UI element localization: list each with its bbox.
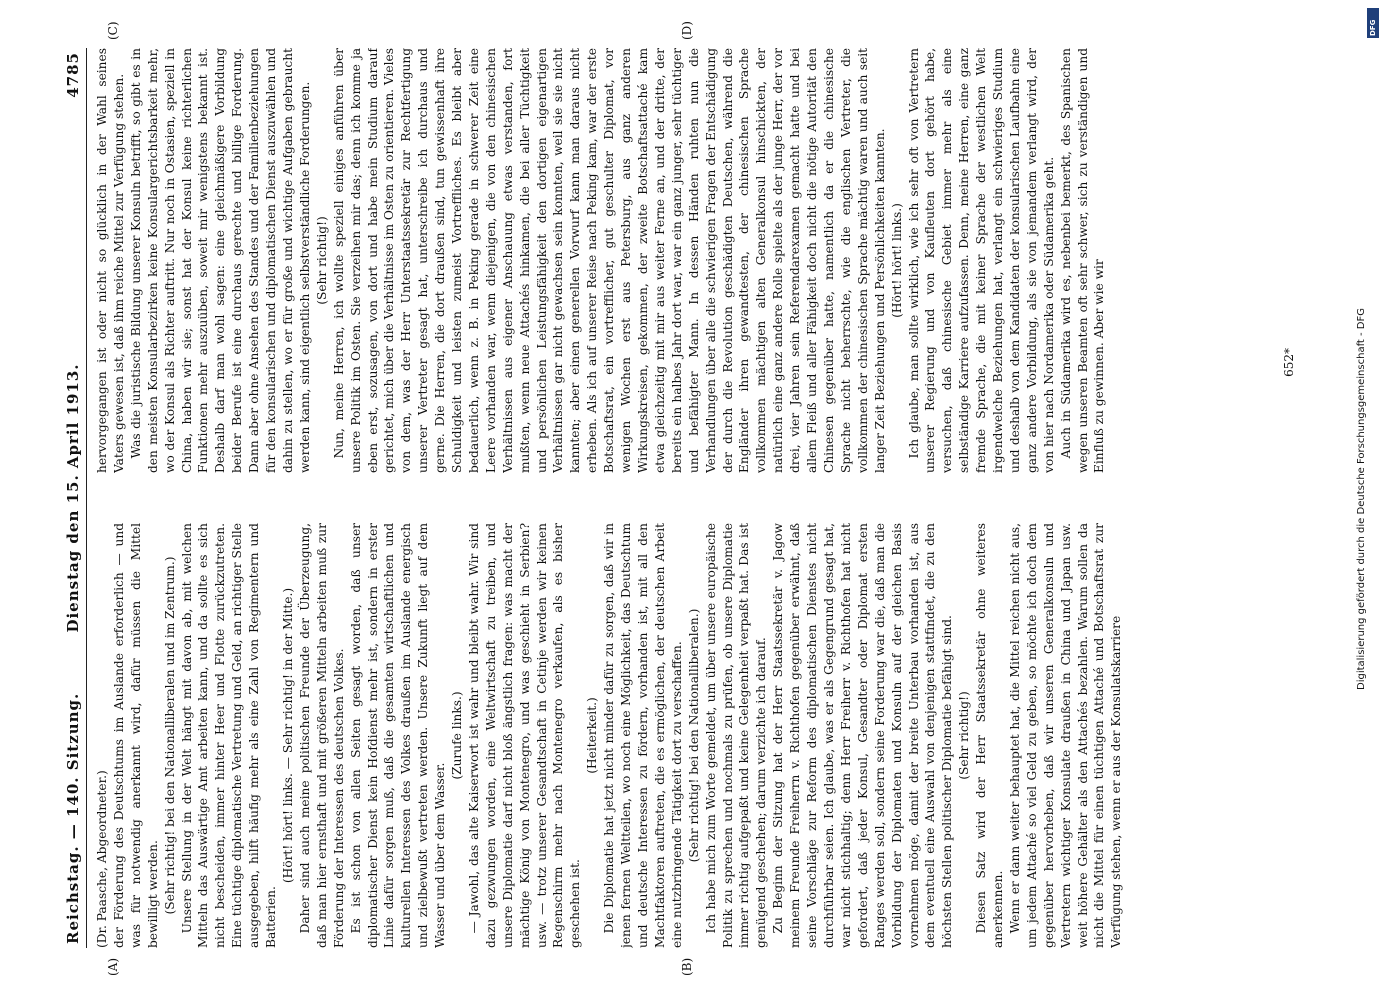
interjection: (Heiterkeit.) [585,697,600,774]
paragraph: — Jawohl, das alte Kaiserwort ist wahr und bleibt wahr. Wir sind dazu gezwungen worden, eine Weltwirtschaft zu treiben, und unsere Diplomatie darf nicht bloß ängstlich fragen: was macht der mächtige König von Montenegro, und was geschieht in Serbien? usw. — trotz unserer Gesandtschaft in Cetinje werden wir keinen Regenschirm mehr nach Montenegro verkaufen, als es bisher geschehen ist. [466,523,583,948]
newspaper-page [60,21,1300,976]
left-column [94,523,1272,948]
paragraph: Auch in Südamerika wird es, nebenbei bemerkt, des Spanischen wegen unseren Beamten oft sehr schwer, sich zu verständigen und Einfluß zu gewinnen. Aber wie wir [1058,48,1107,473]
paragraph: Zu Beginn der Sitzung hat der Herr Staatssekretär v. Jagow meinem Freunde Freiherrn v. Richthofen gegenüber erwähnt, daß seine Vorschläge zur Reform des diplomatischen Dienstes nicht durchführbar seien. Ich glaube, was er als Gegengrund gesagt hat, war nicht stichhaltig; denn Herr Freiherr v. Richthofen hat nicht gefordert, daß jeder Konsul, Gesandter oder Diplomat ersten Ranges werden soll, sondern seine Forderung war die, daß man die Vorbildung der Diplomaten und Konsuln auf der gleichen Basis vornehmen möge, damit der breite Unterbau vorhanden ist, aus dem eventuell eine Auswahl von denjenigen stattfindet, die zu den höchsten Stellen politischer Diplomatie befähigt sind. [771,523,955,948]
interjection: (Sehr richtig! bei den Nationalliberalen und im Zentrum.) [162,556,177,915]
interjection: (Hört! hört! links.) [889,203,904,318]
paragraph: Daher sind auch meine politischen Freunde der Überzeugung, daß man hier ernsthaft und mit größeren Mitteln arbeiten muß zur Förderung der Interessen des deutschen Volkes. [297,523,346,948]
header-left: Reichstag. — 140. Sitzung. [64,692,82,944]
speaker-note: (Dr. Paasche, Abgeordneter.) [95,770,109,948]
paragraph: Es ist schon von allen Seiten gesagt worden, daß unser diplomatischer Dienst kein Hofdienst mehr ist, sondern in erster Linie dafür sorgen muß, daß die gesamten wirtschaftlichen und kulturellen Interessen des Volkes draußen im Auslande energisch und zielbewußt vertreten werden. Unsere Zukunft liegt auf dem Wasser und über dem Wasser. [348,523,448,948]
page-header [60,48,87,948]
right-column [94,48,1272,473]
digitization-text: Digitalisierung gefördert durch die Deutsche Forschungsgemeinschaft - DFG [1356,307,1367,690]
text-columns [94,48,1272,948]
margin-mark-c: (C) [106,21,120,40]
margin-mark-d: (D) [680,21,694,40]
dfg-logo [1367,8,1379,38]
paragraph: Ich glaube, man sollte wirklich, wie ich sehr oft von Vertretern unserer Regierung und von Kaufleuten dort gehört habe, versuchen, daß chinesische Gebiet immer mehr als eine selbständige Karriere aufzufassen. Denn, meine Herren, eine ganz fremde Sprache, die mit keiner Sprache der westlichen Welt irgendwelche Beziehungen hat, verlangt ein schwieriges Studium und deshalb von dem Kandidaten der konsularischen Laufbahn eine ganz andere Vorbildung, als sie von jemandem verlangt wird, der von hier nach Nordamerika oder Südamerika geht. [906,48,1056,473]
margin-mark-a: (A) [106,957,120,976]
paragraph: Wenn er dann weiter behauptet hat, die Mittel reichen nicht aus, um jedem Attaché so viel Geld zu geben, so möchte ich doch dem gegenüber hervorheben, daß wir unseren Generalkonsuln und Vertretern wichtiger Konsulate draußen in China und Japan usw. weit höhere Gehälter als den Attachés bezahlen. Warum sollen da nicht die Mittel für einen tüchtigen Attaché und Botschaftsrat zur Verfügung stehen, wenn er aus der Konsulatskarriere [1007,523,1124,948]
interjection: (Sehr richtig! bei den Nationalliberalen.) [686,608,701,863]
dfg-logo-text: DFG [1369,19,1377,36]
paragraph: Die Diplomatie hat jetzt nicht minder dafür zu sorgen, daß wir in jenen fernen Weltteilen, wo noch eine Möglichkeit, das Deutschtum und deutsche Interessen zu fördern, vorhanden ist, mit all den Machtfaktoren auftreten, die es ermöglichen, der deutschen Arbeit eine nutzbringende Tätigkeit dort zu verschaffen. [602,523,684,948]
paragraph: hervorgegangen ist oder nicht so glücklich in der Wahl seines Vaters gewesen ist, daß ihm reiche Mittel zur Verfügung stehen. [95,48,126,473]
paragraph: Unsere Stellung in der Welt hängt mit davon ab, mit welchen Mitteln das Auswärtige Amt arbeiten kann, und da sollte es sich nicht bescheiden, immer hinter Heer und Flotte zurückzutreten. Eine tüchtige diplomatische Vertretung und Geld, an richtiger Stelle ausgegeben, hilft häufig mehr als eine Zahl von Regimentern und Batterien. [179,523,279,948]
signature-mark: 652* [1282,348,1296,377]
paragraph: Nun, meine Herren, ich wollte speziell einiges anführen über unsere Politik im Osten. Sie verzeihen mir das; denn ich komme ja eben erst, sozusagen, von dort und habe mein Studium darauf gerichtet, mich über die Verhältnisse im Osten zu orientieren. Vieles von dem, was der Herr Unterstaatssekretär zur Rechtfertigung unserer Vertreter gesagt hat, unterschreibe ich durchaus und gerne. Die Herren, die dort draußen sind, tun gewissenhaft ihre Schuldigkeit und leisten zumeist Vortreffliches. Es bleibt aber bedauerlich, wenn z. B. in Peking gerade in schwerer Zeit eine Leere vorhanden war, wenn diejenigen, die von den chinesischen Verhältnissen aus eigener Anschauung etwas verstanden, fort mußten, wenn neue Attachés hinkamen, die bei aller Tüchtigkeit und persönlichen Leistungsfähigkeit den dortigen eigenartigen Verhältnissen gar nicht gewachsen sein konnten, weil sie sie nicht kannten; aber einen generellen Vorwurf kann man daraus nicht erheben. Als ich auf unserer Reise nach Peking kam, war der erste Botschaftsrat, ein vortrefflicher, gut geschulter Diplomat, vor wenigen Wochen erst aus Petersburg, aus ganz anderen Wirkungskreisen, gekommen, der zweite Botschaftsattaché kam etwa gleichzeitig mit mir aus weiter Ferne an, und der dritte, der bereits ein halbes Jahr dort war, war ein ganz junger, sehr tüchtiger und befähigter Mann. In dessen Händen ruhten nun die Verhandlungen über alle die schwierigen Fragen der Entschädigung der durch die Revolution geschädigten Deutschen, während die Engländer ihren gewandtesten, der chinesischen Sprache vollkommen mächtigen alten Generalkonsul hinschickten, der natürlich eine ganz andere Rolle spielte als der junge Herr, der vor drei, vier Jahren sein Referendarexamen gemacht hatte und bei allem Fleiß und aller Fähigkeit doch nicht die nötige Autorität den Chinesen gegenüber hatte, namentlich da er die chinesische Sprache nicht beherrschte, wie die englischen Vertreter, die vollkommen der chinesischen Sprache mächtig waren und auch seit langer Zeit Beziehungen und Persönlichkeiten kannten. [331,48,887,473]
page-number: 4785 [64,52,82,98]
paragraph: Diesen Satz wird der Herr Staatssekretär ohne weiteres anerkennen. [974,523,1006,948]
paragraph: Was die juristische Bildung unserer Konsuln betrifft, so gibt es in den meisten Konsularbezirken keine Konsulargerichtsbarkeit mehr, wo der Konsul als Richter auftritt. Nur noch in Ostasien, speziell in China, haben wir sie; sonst hat der Konsul keine richterlichen Funktionen mehr auszuüben, soweit mir wenigstens bekannt ist. Deshalb darf man wohl sagen: eine gleichmäßigere Vorbildung beider Berufe ist eine durchaus gerechte und billige Forderung. Dann aber ohne Ansehen des Standes und der Familienbeziehungen für den konsularischen und diplomatischen Dienst auszuwählen und dahin zu stellen, wo er für große und wichtige Aufgaben gebraucht werden kann, sind eigentlich selbstverständliche Forderungen. [128,48,312,473]
digitization-note [1356,90,1368,690]
interjection: (Zurufe links.) [450,691,465,780]
interjection: (Sehr richtig!) [314,216,329,305]
paragraph: Ich habe mich zum Worte gemeldet, um über unsere europäische Politik zu sprechen und nochmals zu prüfen, ob unsere Diplomatie immer richtig aufgepaßt und keine Gelegenheit verpaßt hat. Das ist genügend geschehen; darum verzichte ich darauf. [703,523,769,948]
margin-mark-b: (B) [680,957,694,976]
paragraph: der Förderung des Deutschtums im Auslande erforderlich — und was für notwendig anerkannt wird, dafür müssen die Mittel bewilligt werden. [111,523,160,948]
interjection: (Sehr richtig!) [957,691,972,780]
header-date: Dienstag den 15. April 1913. [64,363,82,633]
interjection: (Hört! hört! links. — Sehr richtig! in der Mitte.) [280,587,295,884]
